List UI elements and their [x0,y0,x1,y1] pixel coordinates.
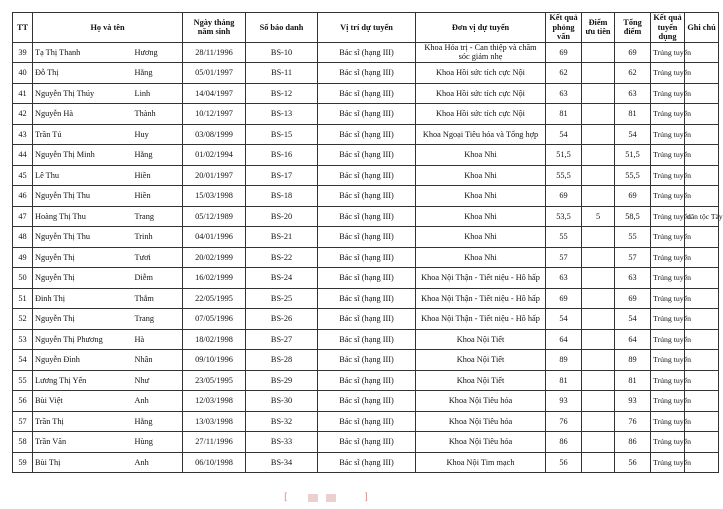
cell-result: Trúng tuyển [651,329,685,350]
header-interview: Kết quả phỏng vấn [546,13,582,43]
table-row [13,411,719,432]
cell-tt: 46 [13,186,33,207]
cell-bonus [582,247,615,268]
cell-given-name: Hùng [133,432,183,453]
cell-given-name: Hà [133,329,183,350]
cell-surname: Trần Văn [33,432,133,453]
cell-surname: Nguyễn Thị Phương [33,329,133,350]
cell-result: Trúng tuyển [651,432,685,453]
cell-bonus [582,288,615,309]
cell-tt: 59 [13,452,33,473]
header-name: Họ và tên [33,13,183,43]
table-row [13,309,719,330]
cell-interview: 93 [546,391,582,412]
cell-bonus [582,350,615,371]
cell-surname: Nguyễn Thị [33,268,133,289]
cell-tt: 42 [13,104,33,125]
cell-result: Trúng tuyển [651,411,685,432]
cell-total: 55,5 [615,165,651,186]
cell-sbd: BS-16 [246,145,318,166]
cell-given-name: Huy [133,124,183,145]
cell-given-name: Như [133,370,183,391]
cell-total: 76 [615,411,651,432]
cell-unit: Khoa Nhi [416,186,546,207]
results-sheet [12,12,723,473]
cell-sbd: BS-18 [246,186,318,207]
cell-sbd: BS-17 [246,165,318,186]
cell-tt: 49 [13,247,33,268]
cell-interview: 89 [546,350,582,371]
table-row [13,186,719,207]
cell-position: Bác sĩ (hạng III) [318,124,416,145]
cell-position: Bác sĩ (hạng III) [318,83,416,104]
cell-unit: Khoa Nhi [416,165,546,186]
cell-sbd: BS-28 [246,350,318,371]
cell-position: Bác sĩ (hạng III) [318,165,416,186]
cell-bonus [582,165,615,186]
cell-unit: Khoa Nội Thận - Tiết niệu - Hô hấp [416,268,546,289]
header-sbd: Số báo danh [246,13,318,43]
cell-sbd: BS-30 [246,391,318,412]
red-stamp-mark: [ ] [284,492,368,503]
cell-given-name: Hằng [133,63,183,84]
cell-total: 69 [615,42,651,63]
cell-surname: Nguyễn Thị [33,247,133,268]
table-row [13,165,719,186]
cell-interview: 81 [546,104,582,125]
cell-total: 54 [615,309,651,330]
cell-tt: 48 [13,227,33,248]
cell-tt: 58 [13,432,33,453]
cell-surname: Hoàng Thị Thu [33,206,133,227]
cell-position: Bác sĩ (hạng III) [318,370,416,391]
cell-dob: 05/01/1997 [183,63,246,84]
cell-surname: Đỗ Thị [33,63,133,84]
cell-result: Trúng tuyển [651,247,685,268]
cell-tt: 47 [13,206,33,227]
cell-tt: 44 [13,145,33,166]
cell-tt: 45 [13,165,33,186]
cell-result: Trúng tuyển [651,104,685,125]
cell-unit: Khoa Nhi [416,145,546,166]
cell-sbd: BS-15 [246,124,318,145]
cell-position: Bác sĩ (hạng III) [318,42,416,63]
cell-result: Trúng tuyển [651,186,685,207]
cell-unit: Khoa Nội Tiêu hóa [416,432,546,453]
cell-total: 58,5 [615,206,651,227]
cell-unit: Khoa Nhi [416,227,546,248]
cell-dob: 05/12/1989 [183,206,246,227]
cell-dob: 22/05/1995 [183,288,246,309]
cell-total: 56 [615,452,651,473]
cell-interview: 56 [546,452,582,473]
cell-bonus [582,432,615,453]
cell-surname: Nguyễn Thị Thu [33,186,133,207]
cell-surname: Nguyễn Thị Thu [33,227,133,248]
cell-interview: 76 [546,411,582,432]
cell-sbd: BS-33 [246,432,318,453]
cell-total: 86 [615,432,651,453]
header-position: Vị trí dự tuyển [318,13,416,43]
cell-unit: Khoa Nội Tiêu hóa [416,391,546,412]
cell-sbd: BS-22 [246,247,318,268]
cell-given-name: Hương [133,42,183,63]
cell-dob: 01/02/1994 [183,145,246,166]
header-total: Tổng điểm [615,13,651,43]
cell-dob: 07/05/1996 [183,309,246,330]
cell-dob: 23/05/1995 [183,370,246,391]
cell-bonus [582,63,615,84]
cell-dob: 13/03/1998 [183,411,246,432]
cell-sbd: BS-32 [246,411,318,432]
cell-sbd: BS-11 [246,63,318,84]
table-row [13,104,719,125]
cell-result: Trúng tuyển [651,452,685,473]
cell-dob: 03/08/1999 [183,124,246,145]
cell-total: 69 [615,186,651,207]
cell-unit: Khoa Nội Tiết [416,329,546,350]
cell-result: Trúng tuyển [651,145,685,166]
cell-interview: 63 [546,268,582,289]
cell-surname: Trần Tú [33,124,133,145]
cell-sbd: BS-13 [246,104,318,125]
table-row [13,432,719,453]
cell-dob: 04/01/1996 [183,227,246,248]
cell-tt: 41 [13,83,33,104]
header-note: Ghi chú [685,13,719,43]
cell-sbd: BS-21 [246,227,318,248]
cell-sbd: BS-34 [246,452,318,473]
header-result: Kết quả tuyển dụng [651,13,685,43]
cell-result: Trúng tuyển [651,288,685,309]
cell-total: 81 [615,370,651,391]
cell-given-name: Tươi [133,247,183,268]
cell-bonus [582,391,615,412]
cell-interview: 54 [546,309,582,330]
cell-bonus [582,452,615,473]
cell-interview: 53,5 [546,206,582,227]
cell-unit: Khoa Nội Tim mạch [416,452,546,473]
cell-unit: Khoa Hồi sức tích cực Nội [416,104,546,125]
cell-surname: Bùi Việt [33,391,133,412]
table-row [13,206,719,227]
cell-total: 54 [615,124,651,145]
cell-sbd: BS-25 [246,288,318,309]
cell-unit: Khoa Nội Thận - Tiết niệu - Hô hấp [416,288,546,309]
cell-dob: 06/10/1998 [183,452,246,473]
cell-position: Bác sĩ (hạng III) [318,268,416,289]
cell-position: Bác sĩ (hạng III) [318,227,416,248]
cell-unit: Khoa Nhi [416,247,546,268]
cell-given-name: Trinh [133,227,183,248]
cell-surname: Bùi Thị [33,452,133,473]
cell-bonus [582,370,615,391]
cell-result: Trúng tuyển [651,124,685,145]
cell-total: 51,5 [615,145,651,166]
cell-result: Trúng tuyển [651,206,685,227]
table-row [13,370,719,391]
cell-surname: Lê Thu [33,165,133,186]
cell-interview: 57 [546,247,582,268]
cell-total: 64 [615,329,651,350]
cell-total: 63 [615,83,651,104]
table-header [13,13,719,43]
cell-total: 93 [615,391,651,412]
cell-given-name: Hiền [133,186,183,207]
table-row [13,124,719,145]
cell-bonus: 5 [582,206,615,227]
cell-tt: 52 [13,309,33,330]
cell-result: Trúng tuyển [651,350,685,371]
cell-dob: 20/02/1999 [183,247,246,268]
cell-position: Bác sĩ (hạng III) [318,206,416,227]
cell-position: Bác sĩ (hạng III) [318,411,416,432]
cell-bonus [582,145,615,166]
cell-position: Bác sĩ (hạng III) [318,186,416,207]
cell-tt: 56 [13,391,33,412]
header-dob: Ngày tháng năm sinh [183,13,246,43]
cell-bonus [582,104,615,125]
cell-total: 62 [615,63,651,84]
cell-surname: Nguyễn Thị Minh [33,145,133,166]
cell-total: 69 [615,288,651,309]
cell-tt: 40 [13,63,33,84]
cell-note: dân tộc Tày [685,206,719,227]
cell-position: Bác sĩ (hạng III) [318,391,416,412]
cell-result: Trúng tuyển [651,309,685,330]
table-row [13,329,719,350]
cell-result: Trúng tuyển [651,268,685,289]
cell-interview: 69 [546,42,582,63]
cell-total: 57 [615,247,651,268]
cell-bonus [582,309,615,330]
results-table [12,12,723,473]
cell-dob: 20/01/1997 [183,165,246,186]
cell-result: Trúng tuyển [651,83,685,104]
cell-unit: Khoa Hóa trị - Can thiệp và chăm sóc giảm nhẹ [416,42,546,63]
cell-sbd: BS-24 [246,268,318,289]
cell-unit: Khoa Nội Tiết [416,370,546,391]
cell-unit: Khoa Nhi [416,206,546,227]
cell-bonus [582,83,615,104]
cell-dob: 16/02/1999 [183,268,246,289]
cell-dob: 27/11/1996 [183,432,246,453]
cell-interview: 64 [546,329,582,350]
cell-given-name: Hiền [133,165,183,186]
cell-interview: 55 [546,227,582,248]
cell-interview: 55,5 [546,165,582,186]
cell-position: Bác sĩ (hạng III) [318,247,416,268]
cell-surname: Lương Thị Yến [33,370,133,391]
cell-tt: 50 [13,268,33,289]
cell-bonus [582,329,615,350]
table-row [13,83,719,104]
table-row [13,63,719,84]
cell-tt: 43 [13,124,33,145]
cell-surname: Nguyễn Hà [33,104,133,125]
cell-dob: 15/03/1998 [183,186,246,207]
table-row [13,288,719,309]
cell-bonus [582,227,615,248]
cell-tt: 39 [13,42,33,63]
table-row [13,391,719,412]
cell-surname: Nguyễn Thị [33,309,133,330]
cell-surname: Nguyễn Đình [33,350,133,371]
cell-tt: 51 [13,288,33,309]
cell-result: Trúng tuyển [651,227,685,248]
cell-dob: 28/11/1996 [183,42,246,63]
header-bonus: Điểm ưu tiên [582,13,615,43]
cell-interview: 69 [546,288,582,309]
cell-given-name: Anh [133,452,183,473]
cell-given-name: Diễm [133,268,183,289]
cell-position: Bác sĩ (hạng III) [318,452,416,473]
cell-interview: 69 [546,186,582,207]
cell-surname: Nguyễn Thị Thúy [33,83,133,104]
cell-given-name: Trang [133,309,183,330]
header-tt: TT [13,13,33,43]
cell-given-name: Linh [133,83,183,104]
cell-total: 55 [615,227,651,248]
cell-total: 63 [615,268,651,289]
table-row [13,145,719,166]
cell-dob: 14/04/1997 [183,83,246,104]
cell-dob: 09/10/1996 [183,350,246,371]
cell-sbd: BS-27 [246,329,318,350]
cell-tt: 54 [13,350,33,371]
cell-position: Bác sĩ (hạng III) [318,63,416,84]
cell-unit: Khoa Nội Tiêu hóa [416,411,546,432]
cell-position: Bác sĩ (hạng III) [318,350,416,371]
cell-given-name: Hằng [133,411,183,432]
cell-sbd: BS-29 [246,370,318,391]
cell-given-name: Nhân [133,350,183,371]
cell-tt: 53 [13,329,33,350]
cell-sbd: BS-12 [246,83,318,104]
cell-sbd: BS-10 [246,42,318,63]
cell-unit: Khoa Nội Thận - Tiết niệu - Hô hấp [416,309,546,330]
table-row [13,452,719,473]
cell-position: Bác sĩ (hạng III) [318,329,416,350]
cell-given-name: Anh [133,391,183,412]
cell-position: Bác sĩ (hạng III) [318,309,416,330]
cell-bonus [582,186,615,207]
cell-interview: 54 [546,124,582,145]
cell-bonus [582,124,615,145]
cell-interview: 81 [546,370,582,391]
cell-position: Bác sĩ (hạng III) [318,104,416,125]
cell-bonus [582,411,615,432]
table-row [13,227,719,248]
table-row [13,268,719,289]
cell-bonus [582,42,615,63]
cell-tt: 55 [13,370,33,391]
cell-given-name: Thắm [133,288,183,309]
cell-interview: 63 [546,83,582,104]
cell-unit: Khoa Nội Tiết [416,350,546,371]
cell-surname: Trần Thị [33,411,133,432]
cell-result: Trúng tuyển [651,165,685,186]
header-unit: Đơn vị dự tuyển [416,13,546,43]
cell-sbd: BS-20 [246,206,318,227]
cell-interview: 86 [546,432,582,453]
table-body [13,42,723,473]
table-row [13,350,719,371]
cell-dob: 12/03/1998 [183,391,246,412]
cell-unit: Khoa Hồi sức tích cực Nội [416,63,546,84]
cell-surname: Tạ Thị Thanh [33,42,133,63]
cell-dob: 10/12/1997 [183,104,246,125]
cell-result: Trúng tuyển [651,63,685,84]
cell-interview: 51,5 [546,145,582,166]
cell-unit: Khoa Hồi sức tích cực Nội [416,83,546,104]
cell-bonus [582,268,615,289]
cell-result: Trúng tuyển [651,42,685,63]
cell-position: Bác sĩ (hạng III) [318,145,416,166]
cell-given-name: Trang [133,206,183,227]
cell-unit: Khoa Ngoại Tiêu hóa và Tổng hợp [416,124,546,145]
cell-result: Trúng tuyển [651,370,685,391]
cell-sbd: BS-26 [246,309,318,330]
cell-position: Bác sĩ (hạng III) [318,288,416,309]
cell-total: 81 [615,104,651,125]
cell-surname: Đinh Thị [33,288,133,309]
cell-total: 89 [615,350,651,371]
cell-tt: 57 [13,411,33,432]
cell-given-name: Thành [133,104,183,125]
cell-result: Trúng tuyển [651,391,685,412]
table-row [13,42,719,63]
cell-dob: 18/02/1998 [183,329,246,350]
table-row [13,247,719,268]
cell-given-name: Hằng [133,145,183,166]
cell-position: Bác sĩ (hạng III) [318,432,416,453]
cell-interview: 62 [546,63,582,84]
